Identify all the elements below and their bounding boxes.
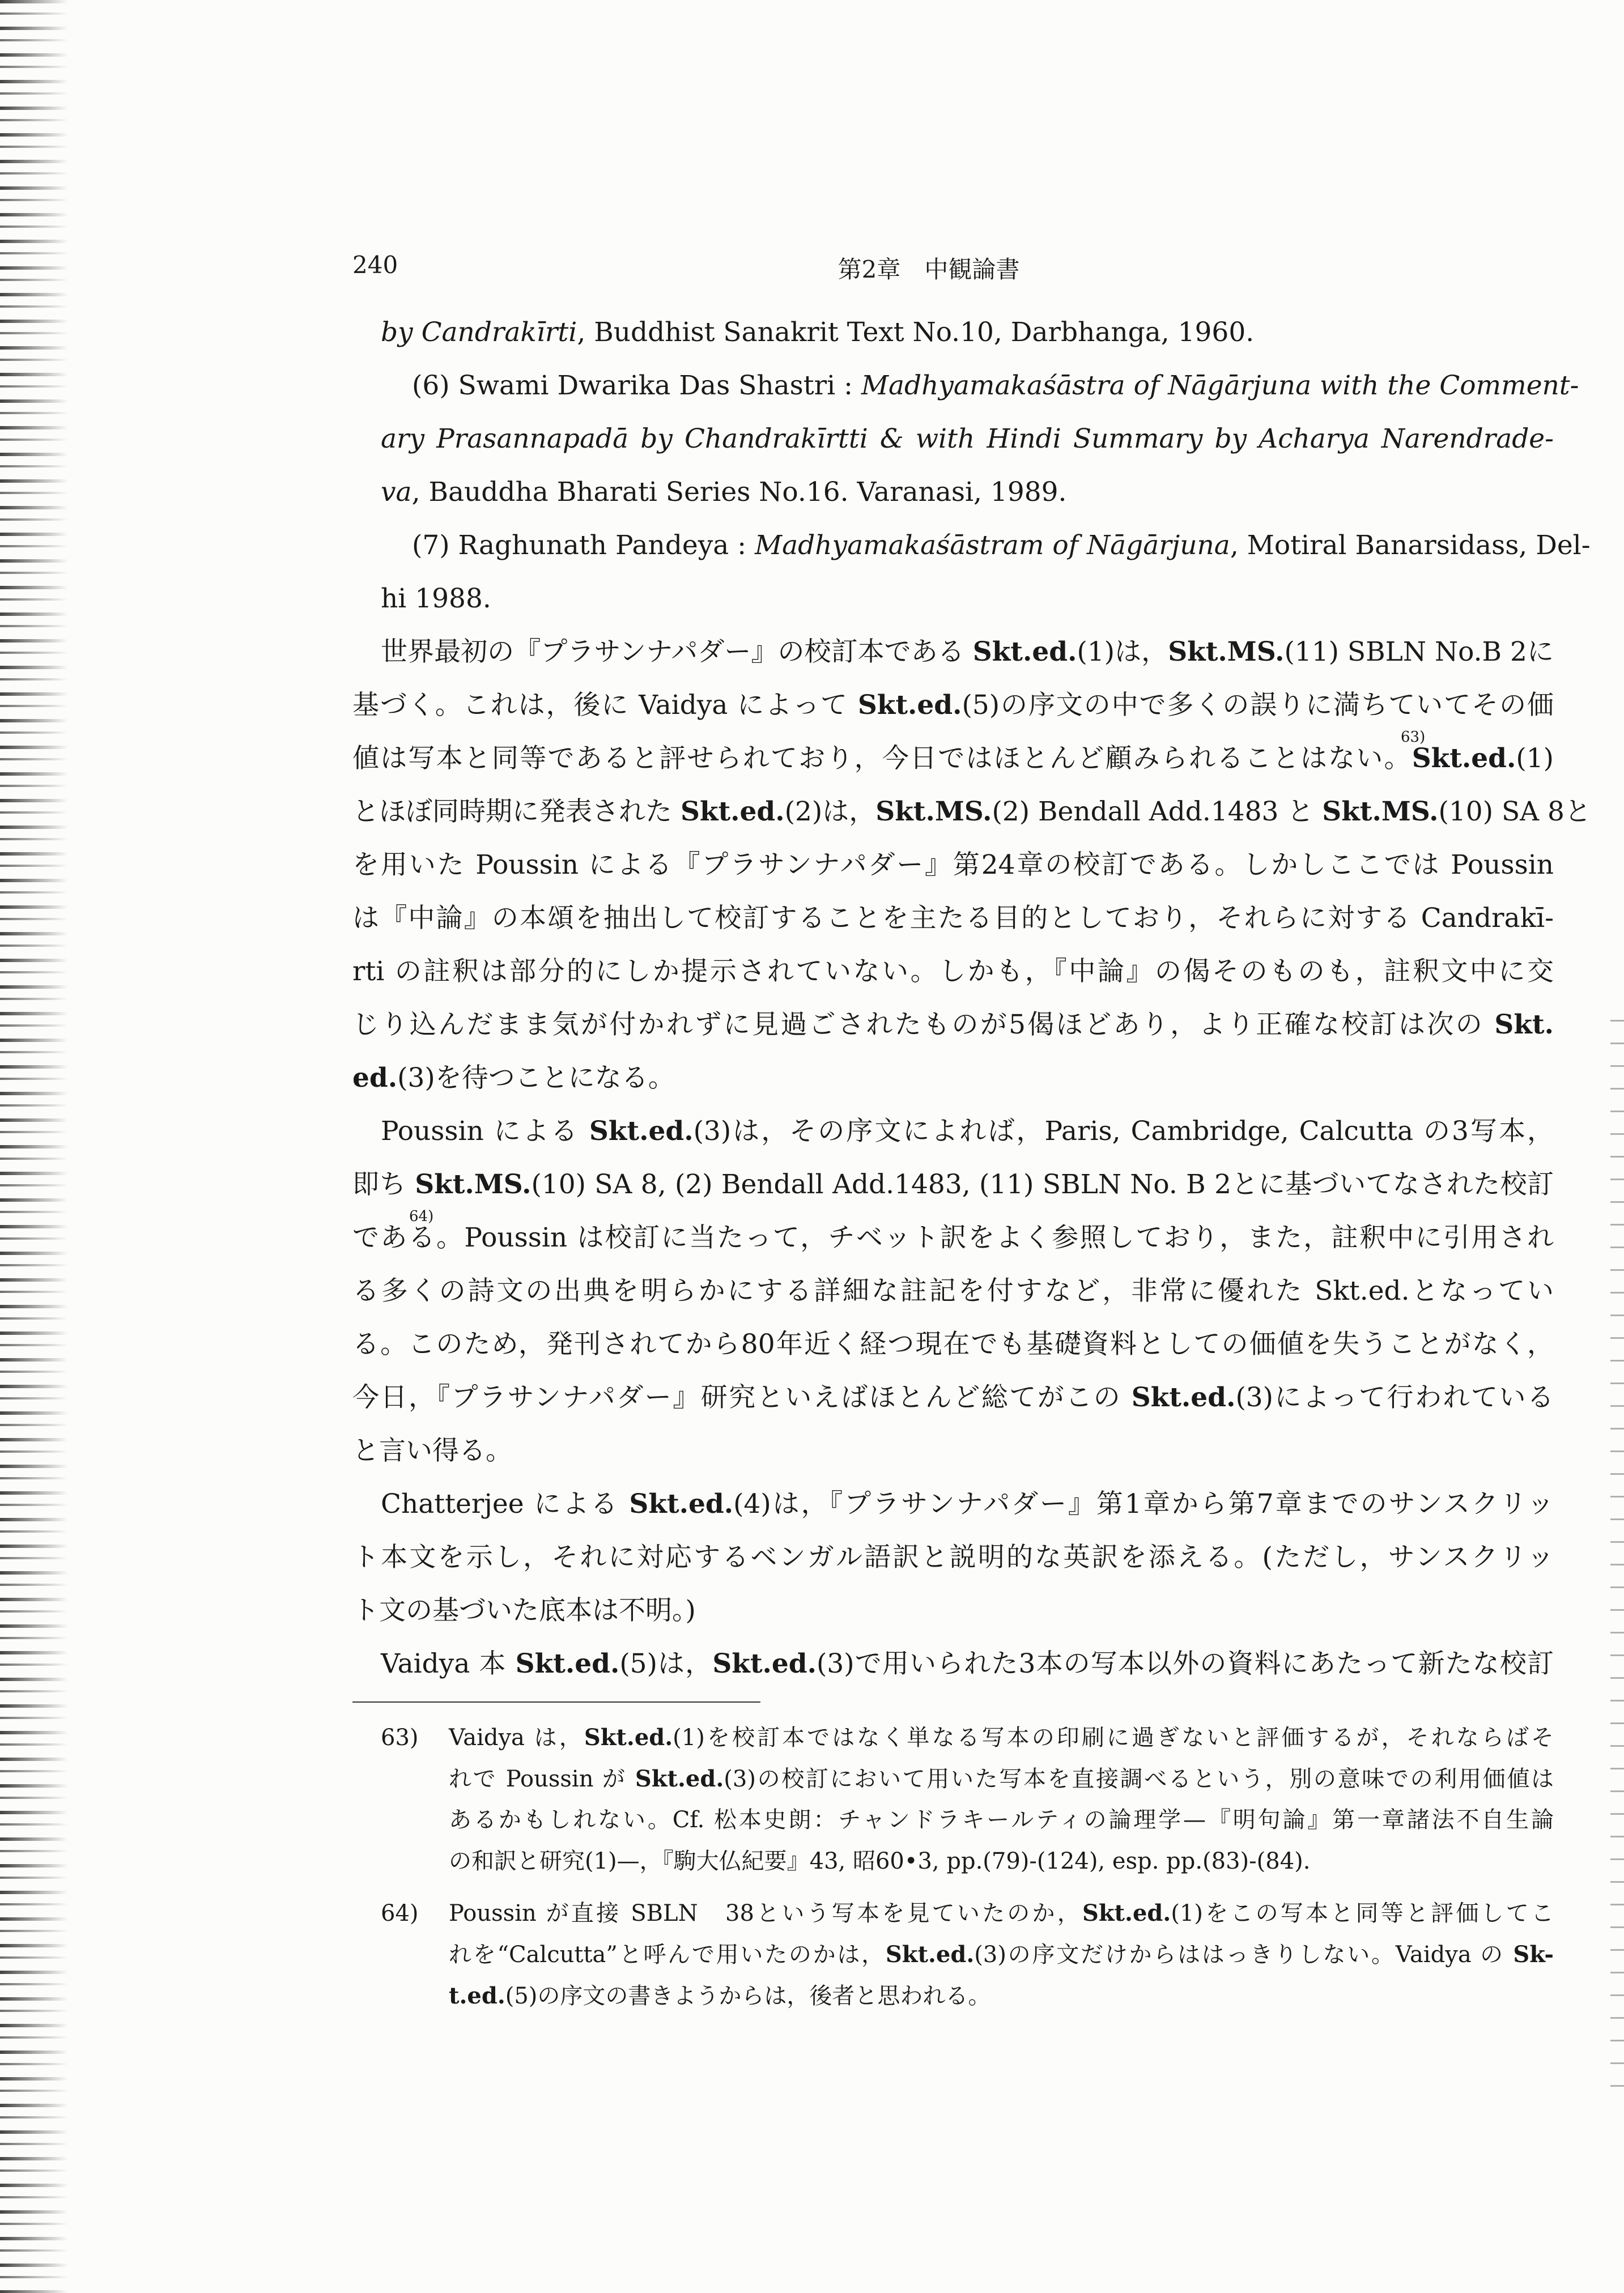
paragraph-line: ト本文を示し，それに対応するベンガル語訳と説明的な英訳を添える。(ただし，サンスクリッ [352,1542,1554,1573]
paragraph-line: 64) である。Poussin は校訂に当たって，チベット訳をよく参照しており，また，註釈中に引用され [352,1208,1554,1253]
footnote-number: 63) [381,1725,419,1751]
paragraph-line: ed.(3)を待つことになる。 [352,1062,675,1094]
paragraph-line: 値は写本と同等であると評せられており，今日ではほとんど顧みられることはない。 63) Skt.ed.(1) [352,729,1554,774]
paragraph-line: と言い得る。 [352,1435,512,1466]
paragraph-line: 今日，『プラサンナパダー』研究といえばほとんど総てがこの Skt.ed.(3)によって行われている [352,1382,1554,1413]
footnote-line: t.ed.(5)の序文の書きようからは，後者と思われる。 [449,1983,991,2009]
text-line: (6) Swami Dwarika Das Shastri : Madhyamakaśāstra of Nāgārjuna with the Comment- [412,370,1579,401]
paragraph-line: rti の註釈は部分的にしか提示されていない。しかも，『中論』の偈そのものも，註釈文中に交 [352,956,1554,987]
paragraph-line: 世界最初の『プラサンナパダー』の校訂本である Skt.ed.(1)は，Skt.MS.(11) SBLN No.B 2に [381,636,1554,667]
page-header [352,251,1505,285]
paragraph-line: 基づく。これは，後に Vaidya によって Skt.ed.(5)の序文の中で多くの誤りに満ちていてその価 [352,690,1554,721]
paragraph-line: ト文の基づいた底本は不明。) [352,1595,696,1626]
paragraph-line: Chatterjee による Skt.ed.(4)は，『プラサンナパダー』第1章から第7章までのサンスクリッ [381,1488,1554,1520]
paragraph-line: 即ち Skt.MS.(10) SA 8, (2) Bendall Add.1483, (11) SBLN No. B 2とに基づいてなされた校訂 [352,1169,1554,1200]
text-line: ary Prasannapadā by Chandrakīrtti & with Hindi Summary by Acharya Narendrade- [381,423,1554,454]
footnote-line: あるかもしれない。Cf. 松本史朗：チャンドラキールティの論理学—『明句論』第一章諸法不自生論 [449,1807,1554,1833]
running-title: 第2章 中観論書 [837,256,1020,283]
text-line: va, Bauddha Bharati Series No.16. Varanasi, 1989. [381,477,1067,508]
footnote-line: れを“Calcutta”と呼んで用いたのかは，Skt.ed.(3)の序文だけからははっきりしない。Vaidya の Sk- [449,1941,1554,1968]
page-number: 240 [352,251,398,279]
footnote-divider [352,1701,760,1703]
footnote-63: 63) Vaidya は，Skt.ed.(1)を校訂本ではなく単なる写本の印刷に過ぎないと評価するが，それならばそ [352,1717,1554,1758]
paragraph-line: る多くの詩文の出典を明らかにする詳細な註記を付すなど，非常に優れた Skt.ed.となってい [352,1275,1554,1307]
paragraph-line: Poussin による Skt.ed.(3)は，その序文によれば，Paris, Cambridge, Calcutta の3写本， [381,1116,1554,1147]
footnote-ref: 64) [409,1208,434,1225]
text-line: (7) Raghunath Pandeya : Madhyamakaśāstram of Nāgārjuna, Motiral Banarsidass, Del- [412,530,1591,561]
scan-edge-artifact [0,0,68,2293]
paragraph-line: は『中論』の本頌を抽出して校訂することを主たる目的としており，それらに対する Candrakī- [352,903,1554,934]
text-line: hi 1988. [381,583,491,614]
scan-edge-artifact-right [1610,1020,1624,2096]
paragraph-line: を用いた Poussin による『プラサンナパダー』第24章の校訂である。しかしここでは Poussin [352,849,1554,880]
paragraph-line: る。このため，発刊されてから80年近く経つ現在でも基礎資料としての価値を失うことがなく， [352,1329,1554,1360]
footnote-line: れで Poussin が Skt.ed.(3)の校訂において用いた写本を直接調べるという，別の意味での利用価値は [449,1766,1554,1792]
main-text [352,306,1591,1691]
paragraph-line: じり込んだまま気が付かれずに見過ごされたものが5偈ほどあり，より正確な校訂は次の Skt. [352,1009,1554,1040]
footnote-64: 64) Poussin が直接 SBLN 38という写本を見ていたのか，Skt.ed.(1)をこの写本と同等と評価してこ [352,1892,1554,1934]
footnote-ref: 63) [1401,729,1426,746]
footnote-number: 64) [381,1900,419,1926]
footnote-line: の和訳と研究(1)—，『駒大仏紀要』43, 昭60•3, pp.(79)-(124), esp. pp.(83)-(84). [449,1848,1311,1874]
paragraph-line: とほぼ同時期に発表された Skt.ed.(2)は，Skt.MS.(2) Bendall Add.1483 と Skt.MS.(10) SA 8と [352,796,1591,827]
footnotes [352,1717,1554,2017]
paragraph-line: Vaidya 本 Skt.ed.(5)は，Skt.ed.(3)で用いられた3本の写本以外の資料にあたって新たな校訂 [381,1648,1554,1679]
text-line: by Candrakīrti, Buddhist Sanakrit Text No.10, Darbhanga, 1960. [381,317,1255,348]
